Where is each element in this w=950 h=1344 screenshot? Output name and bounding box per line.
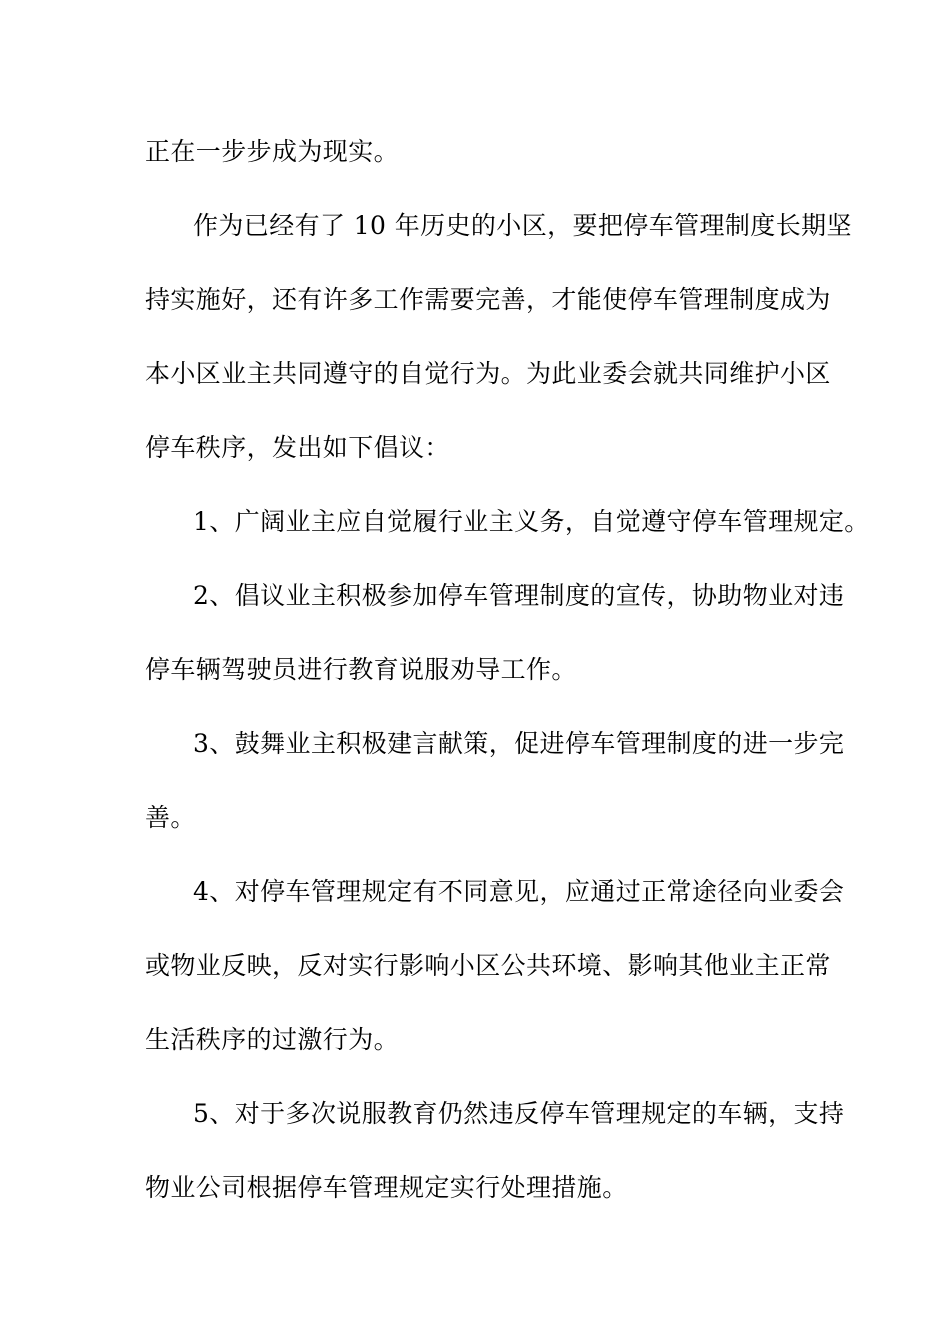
text-line: 或物业反映，反对实行影响小区公共环境、影响其他业主正常 [145, 951, 831, 980]
text-line: 4、对停车管理规定有不同意见，应通过正常途径向业委会 [193, 877, 845, 906]
text-line: 正在一步步成为现实。 [145, 137, 400, 166]
text-line: 5、对于多次说服教育仍然违反停车管理规定的车辆，支持 [193, 1099, 845, 1128]
text-line: 物业公司根据停车管理规定实行处理措施。 [145, 1173, 628, 1202]
text-line: 1、广阔业主应自觉履行业主义务，自觉遵守停车管理规定。 [193, 507, 870, 536]
text-line: 3、鼓舞业主积极建言献策，促进停车管理制度的进一步完 [193, 729, 845, 758]
text-line: 善。 [145, 803, 196, 832]
text-line: 2、倡议业主积极参加停车管理制度的宣传，协助物业对违 [193, 581, 845, 610]
text-line: 停车秩序，发出如下倡议： [145, 433, 450, 462]
text-line: 停车辆驾驶员进行教育说服劝导工作。 [145, 655, 577, 684]
text-line: 持实施好，还有许多工作需要完善，才能使停车管理制度成为 [145, 285, 831, 314]
text-line: 本小区业主共同遵守的自觉行为。为此业委会就共同维护小区 [145, 359, 831, 388]
text-line: 作为已经有了 10 年历史的小区，要把停车管理制度长期坚 [193, 211, 852, 240]
text-line: 生活秩序的过激行为。 [145, 1025, 400, 1054]
